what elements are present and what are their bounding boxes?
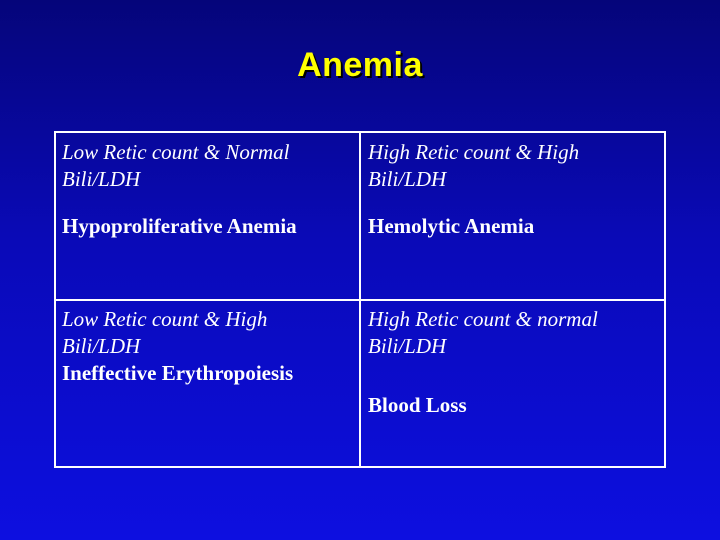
cell-condition-line1: High Retic count & normal [368,307,598,331]
table-cell-low-retic-high-bili [62,306,354,387]
cell-condition-line1: Low Retic count & High [62,307,268,331]
cell-condition-line1: Low Retic count & Normal [62,140,290,164]
cell-condition-line1: High Retic count & High [368,140,580,164]
table-cell-low-retic-normal-bili [62,139,354,240]
cell-diagnosis: Blood Loss [368,393,467,417]
cell-condition-line2: Bili/LDH [368,167,447,191]
anemia-classification-table [54,131,666,468]
slide-title: Anemia [297,46,423,84]
cell-diagnosis: Ineffective Erythropoiesis [62,361,294,385]
cell-condition-line2: Bili/LDH [62,167,141,191]
cell-diagnosis: Hemolytic Anemia [368,214,535,238]
cell-condition-line2: Bili/LDH [62,334,141,358]
table-divider-horizontal [54,299,666,301]
cell-diagnosis: Hypoproliferative Anemia [62,214,297,238]
table-cell-high-retic-normal-bili [368,306,660,419]
table-cell-high-retic-high-bili [368,139,660,240]
cell-condition-line2: Bili/LDH [368,334,447,358]
